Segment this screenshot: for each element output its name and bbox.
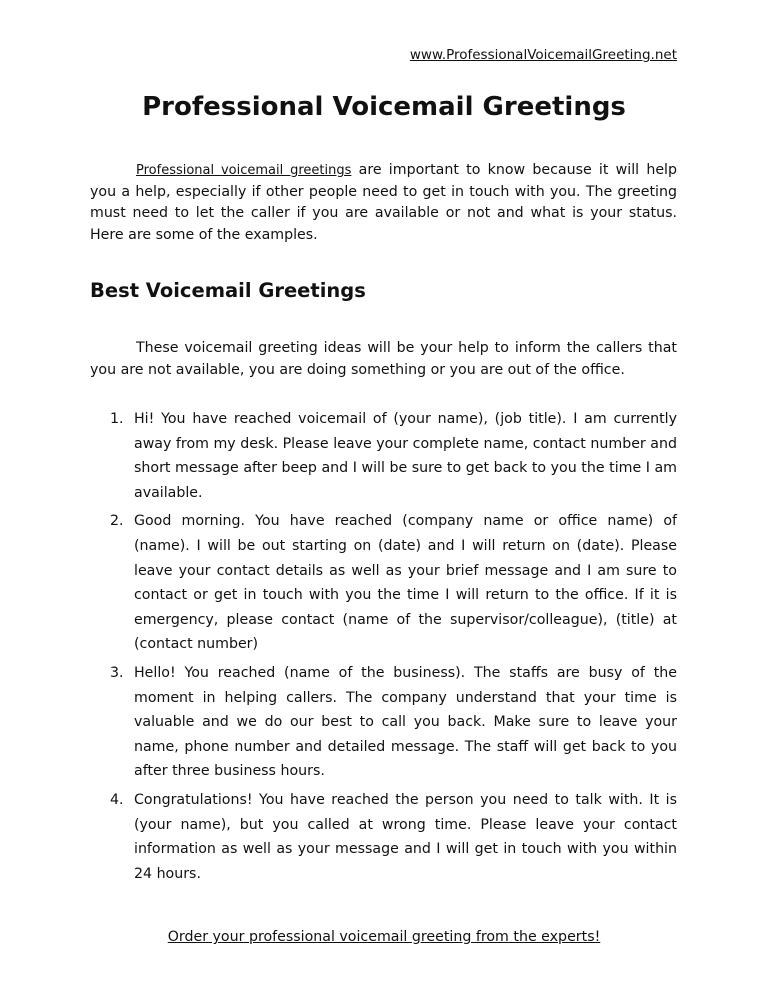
website-url-link[interactable]: www.ProfessionalVoicemailGreeting.net: [409, 47, 677, 63]
greetings-list: [90, 407, 677, 890]
list-item: [90, 407, 677, 505]
list-item-text: Good morning. You have reached (company name or office name) of (name). I will be out starting on (date) and I will return on (date). Please leave your contact details as well as your brief message and I am sure to contact or get in touch with you the time I will return to the office. If it is emergency, please contact (name of the supervisor/colleague), (title) at (contact number): [134, 513, 677, 653]
list-item: [90, 788, 677, 886]
list-item: [90, 661, 677, 784]
list-item-number: 4.: [110, 791, 124, 808]
section-heading: Best Voicemail Greetings: [90, 279, 366, 302]
intro-inline-link[interactable]: Professional voicemail greetings: [136, 163, 352, 178]
list-item-number: 1.: [110, 411, 124, 427]
intro-paragraph: [90, 160, 677, 246]
list-item-number: 2.: [110, 513, 124, 530]
list-item-text: Congratulations! You have reached the person you need to talk with. It is (your name), but you called at wrong time. Please leave your contact information as well as your message and I will get in touch with you within 24 hours.: [134, 791, 677, 882]
intro-text: are important to know because it will help you a help, especially if other people need to get in touch with you. The greeting must need to let the caller if you are available or not and what is your status. Here are some of the examples.: [90, 162, 677, 243]
list-item-text: Hi! You have reached voicemail of (your name), (job title). I am currently away from my desk. Please leave your complete name, contact number and short message after beep and I will be sure to get back to you the time I am available.: [134, 411, 677, 501]
section-paragraph-text: These voicemail greeting ideas will be your help to inform the callers that you are not available, you are doing something or you are out of the office.: [90, 340, 677, 378]
section-paragraph: [90, 338, 677, 381]
list-item-text: Hello! You reached (name of the business). The staffs are busy of the moment in helping callers. The company understand that your time is valuable and we do our best to call you back. Make sure to leave your name, phone number and detailed message. The staff will get back to you after three business hours.: [134, 664, 677, 780]
list-item: [90, 509, 677, 657]
page-title: Professional Voicemail Greetings: [142, 92, 626, 122]
list-item-number: 3.: [110, 664, 124, 681]
order-cta-link[interactable]: Order your professional voicemail greeting from the experts!: [167, 929, 601, 945]
